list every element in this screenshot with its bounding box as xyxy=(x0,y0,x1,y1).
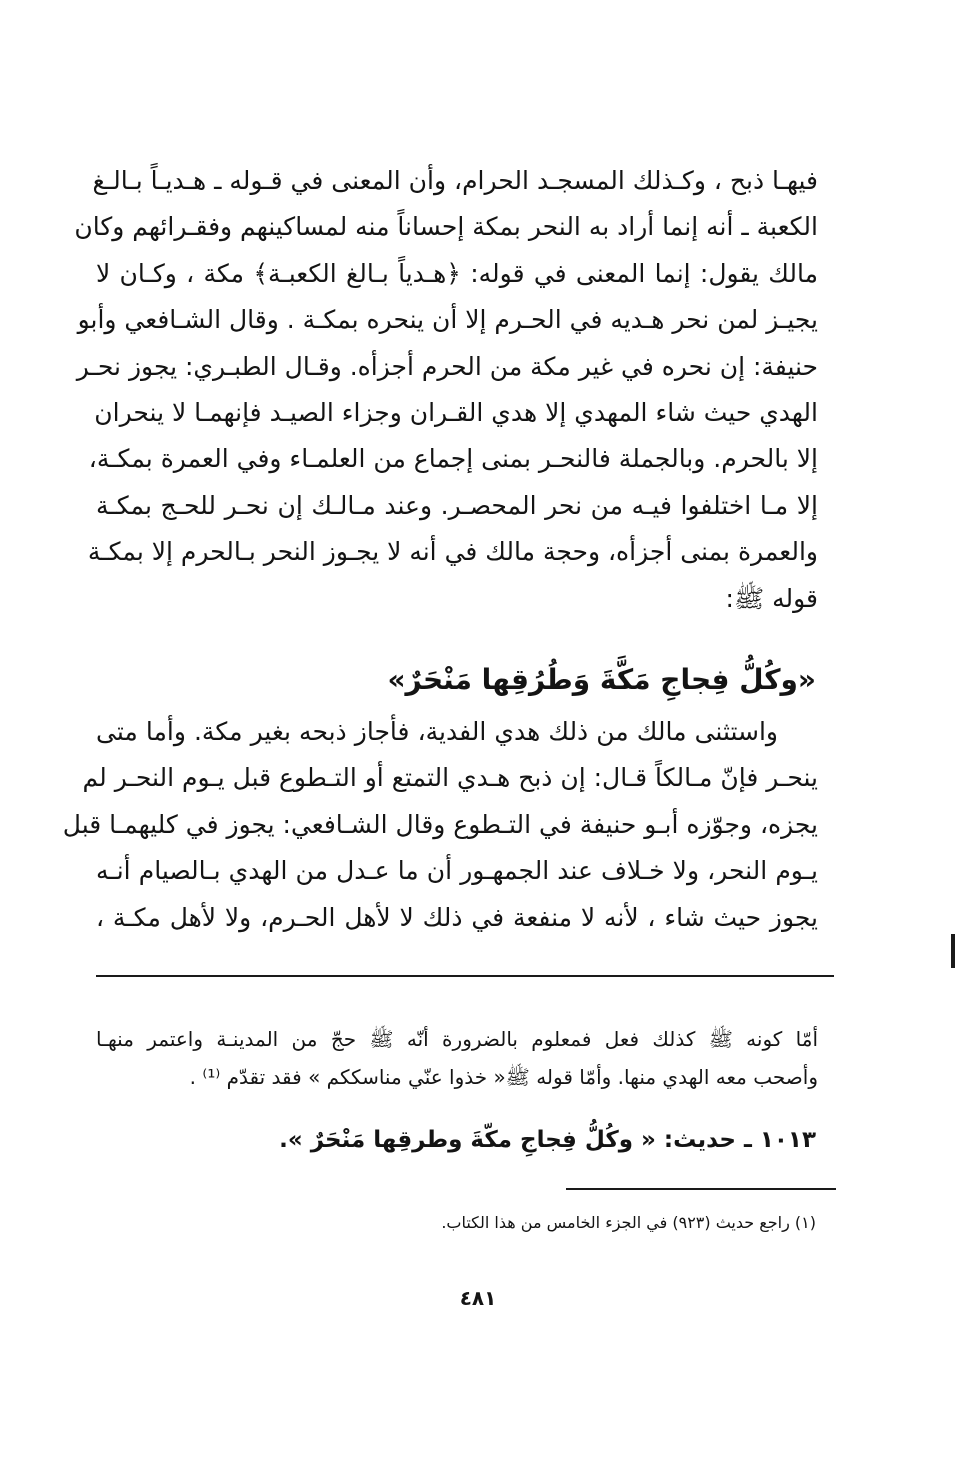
text-line: والعمرة بمنى أجزأه، وحجة مالك في أنه لا يجـوز النحر بـالحرم إلا بمكـة xyxy=(87,537,818,567)
hadith-quote: «وكُلُّ فِجاجِ مَكَّةَ وَطُرُقِها مَنْحَرٌ» xyxy=(387,663,816,696)
text-line: قوله ﷺ: xyxy=(725,583,818,613)
main-text-bottom xyxy=(62,709,818,941)
text-line: إلا مـا اختلفوا فيـه من نحر المحصـر. وعند مـالـك إن نحـر للحـج بمكـة xyxy=(96,490,818,520)
text-line: ينحـر فإنّ مـالكاً قـال: إن ذبح هـدي التمتع أو التـطوع قبل يـوم النحـر لم xyxy=(82,763,818,793)
text-line: يجوز حيث شاء ، لأنه لا منفعة في ذلك لا لأهل الحـرم، ولا لأهل مكـة ، xyxy=(96,902,818,932)
footnote-divider xyxy=(566,1188,836,1190)
hadith-heading: ١٠١٣ ـ حديث: « وكُلُّ فِجاجِ مكّةَ وطرقِها مَنْحَرٌ ». xyxy=(279,1127,816,1153)
commentary-line: وأصحب معه الهدي منها. وأمّا قوله ﷺ« خذوا عنّي مناسككم » فقد تقدّم ⁽¹⁾ . xyxy=(189,1065,818,1089)
text-line: مالك يقول: إنما المعنى في قوله: ﴿هـدياً بـالغ الكعبـة﴾ مكة ، وكـان لا xyxy=(96,258,818,288)
text-line: يجزه، وجوّزه أبـو حنيفة في التـطوع وقال الشـافعي: يجوز في كليهمـا قبل xyxy=(62,809,818,839)
text-line: واستثنى مالك من ذلك هدي الفدية، فأجاز ذبحه بغير مكة. وأما متى xyxy=(96,717,778,746)
text-line: حنيفة: إن نحره في غير مكة من الحرم أجزأه. وقـال الطبـري: يجوز نحـر xyxy=(76,351,818,381)
footnote: (١) راجع حديث (٩٢٣) في الجزء الخامس من هذا الكتاب. xyxy=(441,1213,816,1232)
section-divider xyxy=(96,975,834,977)
main-text-top xyxy=(74,158,818,622)
text-line: الهدي حيث شاء المهدي إلا هدي القـران وجزاء الصيـد فإنهمـا لا ينحران xyxy=(94,398,818,428)
page-number: ٤٨١ xyxy=(459,1286,497,1310)
text-line: يـوم النحر، ولا خـلاف عند الجمهـور أن ما عـدل من الهدي بـالصيام أنـه xyxy=(96,856,818,886)
commentary-line: أمّا كونه ﷺ كذلك فعل فمعلوم بالضرورة أنّه ﷺ حجّ من المدينـة واعتمر منهـا xyxy=(96,1027,818,1051)
text-line: يجيـز لمن نحر هـديه في الحـرم إلا أن ينحره بمكـة . وقال الشـافعي وأبو xyxy=(77,305,818,335)
text-line: فيهـا ذبح ، وكـذلك المسجـد الحرام، وأن المعنى في قـوله ـ هـديـاً بـالـغ xyxy=(92,166,818,195)
text-line: الكعبة ـ أنه إنما أراد به النحر بمكة إحساناً منه لمساكينهم وفقـرائهم وكان xyxy=(74,212,818,242)
margin-mark xyxy=(951,934,955,968)
commentary-block xyxy=(96,1020,818,1096)
text-line: إلا بالحرم. وبالجملة فالنحـر بمنى إجماع من العلمـاء وفي العمرة بمكـة، xyxy=(88,444,818,474)
